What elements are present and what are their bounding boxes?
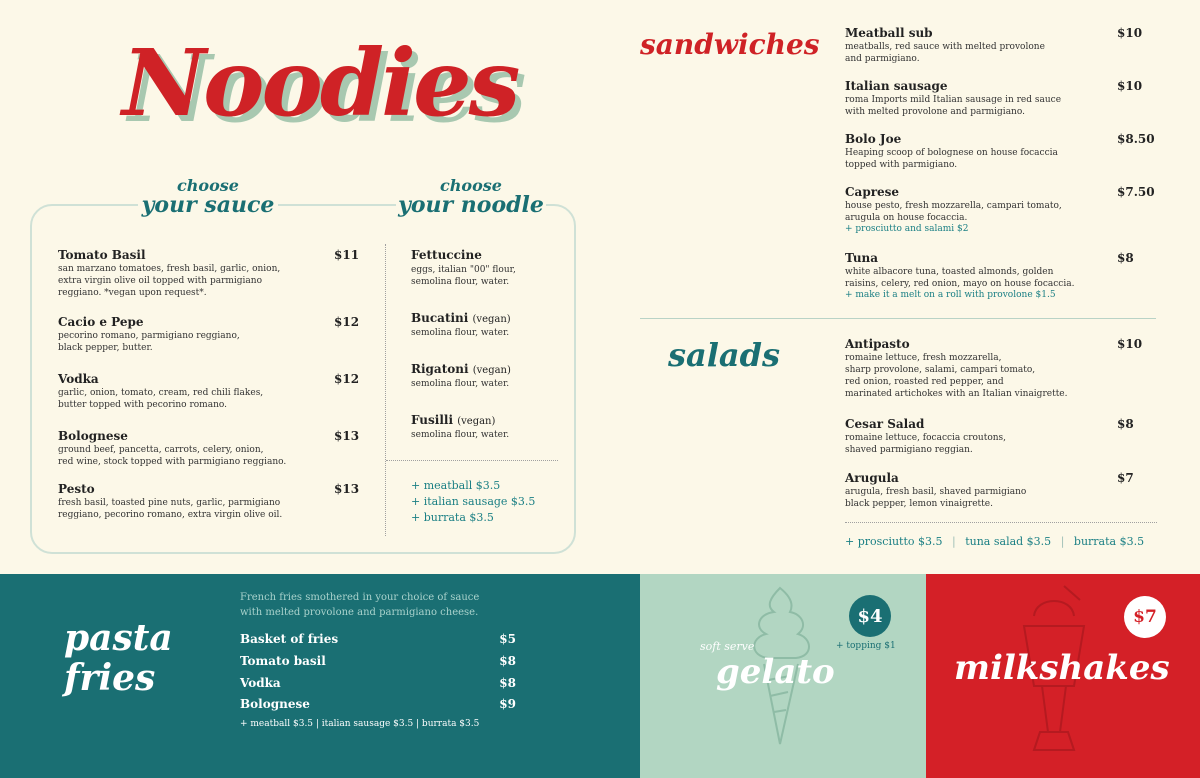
sauce-item: Bolognese $13 ground beef, pancetta, carrots, celery, onion, red wine, stock topped with parmigiano reggiano.: [58, 429, 360, 467]
gelato-topping: + topping $1: [836, 641, 896, 651]
gelato-subtitle: soft serve: [700, 640, 755, 653]
logo: Noodies: [122, 29, 518, 137]
salad-addons: + prosciutto $3.5 | tuna salad $3.5 | burrata $3.5: [845, 535, 1145, 548]
noodle-addons: + meatball $3.5 + italian sausage $3.5 + burrata $3.5: [411, 479, 536, 524]
fries-item: Basket of fries $5: [240, 632, 516, 646]
fries-item: Bolognese $9: [240, 697, 516, 711]
milkshakes-price-badge: $7: [1124, 596, 1166, 638]
salad-item: Arugula $7 arugula, fresh basil, shaved parmigiano black pepper, lemon vinaigrette.: [845, 471, 1134, 509]
sandwich-item: Tuna $8 white albacore tuna, toasted almonds, golden raisins, celery, red onion, mayo on house focaccia. + make it a melt on a roll with provolone $1.5: [845, 251, 1134, 300]
milkshakes-title: milkshakes: [954, 648, 1170, 688]
salad-item: Cesar Salad $8 romaine lettuce, focaccia croutons, shaved parmigiano reggian.: [845, 417, 1134, 455]
addon-divider: [386, 460, 558, 461]
sauce-heading: choose your sauce: [138, 178, 278, 216]
salad-item: Antipasto $10 romaine lettuce, fresh mozzarella, sharp provolone, salami, campari tomato, red onion, roasted red pepper, and marinated artichokes with an Italian vinaigrette.: [845, 337, 1143, 399]
pasta-fries-intro: French fries smothered in your choice of sauce with melted provolone and parmigiano cheese.: [240, 592, 480, 618]
column-divider: [385, 244, 386, 536]
salad-addon-divider: [845, 522, 1157, 523]
sandwich-item: Caprese $7.50 house pesto, fresh mozzarella, campari tomato, arugula on house focaccia. + prosciutto and salami $2: [845, 185, 1155, 234]
gelato-title: gelato: [716, 652, 835, 692]
sauce-item: Tomato Basil $11 san marzano tomatoes, fresh basil, garlic, onion, extra virgin olive oil topped with parmigiano reggiano. *vegan upon request*.: [58, 248, 360, 298]
pasta-fries-heading: pasta fries: [64, 617, 173, 699]
fries-addons: + meatball $3.5 | italian sausage $3.5 | burrata $3.5: [240, 719, 480, 729]
sandwich-item: Bolo Joe $8.50 Heaping scoop of bolognese on house focaccia topped with parmigiano.: [845, 132, 1155, 170]
fries-item: Vodka $8: [240, 676, 516, 690]
noodle-item: Fusilli (vegan) semolina flour, water.: [411, 413, 510, 440]
noodle-item: Fettuccine eggs, italian "00" flour, semolina flour, water.: [411, 248, 516, 287]
noodle-item: Rigatoni (vegan) semolina flour, water.: [411, 362, 511, 389]
sandwich-item: Meatball sub $10 meatballs, red sauce with melted provolone and parmigiano.: [845, 26, 1143, 64]
gelato-price-badge: $4: [849, 595, 891, 637]
noodle-heading: choose your noodle: [396, 178, 546, 216]
fries-item: Tomato basil $8: [240, 654, 516, 668]
sandwich-item: Italian sausage $10 roma Imports mild Italian sausage in red sauce with melted provolone and parmigiano.: [845, 79, 1143, 117]
noodle-item: Bucatini (vegan) semolina flour, water.: [411, 311, 511, 338]
section-divider: [640, 318, 1156, 319]
sauce-item: Pesto $13 fresh basil, toasted pine nuts, garlic, parmigiano reggiano, pecorino romano, extra virgin olive oil.: [58, 482, 360, 520]
sauce-item: Vodka $12 garlic, onion, tomato, cream, red chili flakes, butter topped with pecorino romano.: [58, 372, 360, 410]
sauce-item: Cacio e Pepe $12 pecorino romano, parmigiano reggiano, black pepper, butter.: [58, 315, 360, 353]
sandwiches-heading: sandwiches: [640, 28, 820, 61]
salads-heading: salads: [668, 336, 781, 374]
